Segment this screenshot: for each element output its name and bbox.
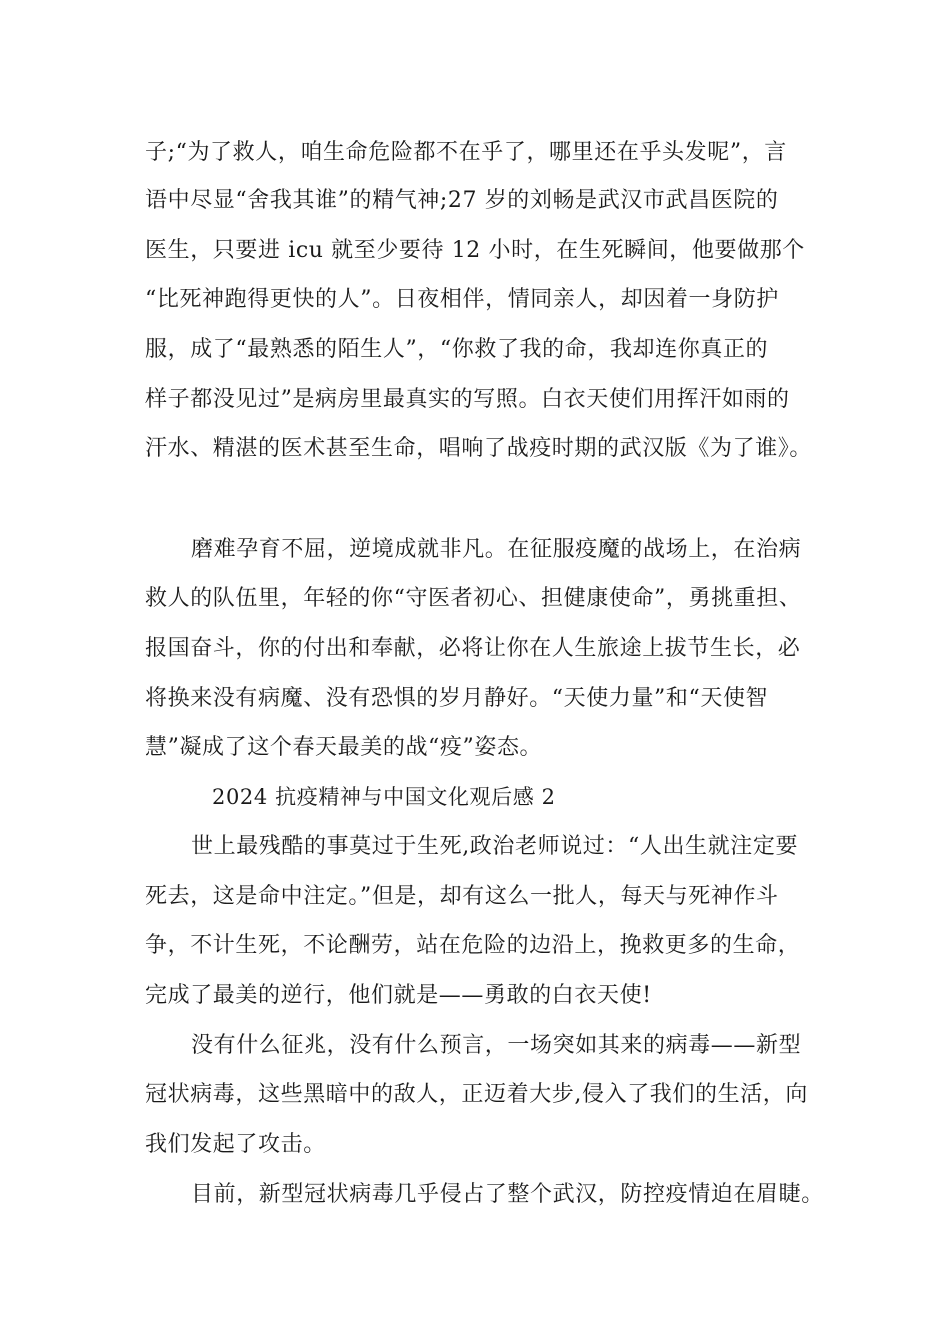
paragraph-line: 服，成了“最熟悉的陌生人”，“你救了我的命，我却连你真正的 — [145, 337, 769, 362]
paragraph-line: 没有什么征兆，没有什么预言，一场突如其来的病毒——新型 — [191, 1033, 802, 1058]
paragraph-line: 慧”凝成了这个春天最美的战“疫”姿态。 — [145, 735, 543, 760]
paragraph-line: 冠状病毒，这些黑暗中的敌人，正迈着大步,侵入了我们的生活，向 — [145, 1082, 808, 1107]
paragraph-line: 救人的队伍里，年轻的你“守医者初心、担健康使命”，勇挑重担、 — [145, 586, 802, 611]
paragraph-line: 报国奋斗，你的付出和奉献，必将让你在人生旅途上拔节生长，必 — [145, 636, 801, 661]
section-heading: 2024 抗疫精神与中国文化观后感 2 — [212, 785, 556, 809]
paragraph-line: 医生，只要进 icu 就至少要待 12 小时，在生死瞬间，他要做那个 — [145, 238, 805, 263]
paragraph-line: 样子都没见过”是病房里最真实的写照。白衣天使们用挥汗如雨的 — [145, 387, 790, 412]
paragraph-line: 汗水、精湛的医术甚至生命，唱响了战疫时期的武汉版《为了谁》。 — [145, 436, 813, 461]
paragraph-line: 世上最残酷的事莫过于生死,政治老师说过：“人出生就注定要 — [191, 834, 799, 859]
paragraph-line: 完成了最美的逆行，他们就是——勇敢的白衣天使! — [145, 983, 652, 1008]
paragraph-line: 我们发起了攻击。 — [145, 1132, 326, 1157]
paragraph-line: 语中尽显“舍我其谁”的精气神;27 岁的刘畅是武汉市武昌医院的 — [145, 188, 779, 213]
paragraph-line: 磨难孕育不屈，逆境成就非凡。在征服疫魔的战场上，在治病 — [191, 537, 802, 562]
paragraph-line: 子;“为了救人，咱生命危险都不在乎了，哪里还在乎头发呢”，言 — [145, 140, 787, 165]
paragraph-line: 目前，新型冠状病毒几乎侵占了整个武汉，防控疫情迫在眉睫。 — [191, 1182, 824, 1207]
paragraph-line: 争，不计生死，不论酬劳，站在危险的边沿上，挽救更多的生命， — [145, 933, 801, 958]
paragraph-line: 将换来没有病魔、没有恐惧的岁月静好。“天使力量”和“天使智 — [145, 686, 769, 711]
paragraph-line: 死去，这是命中注定。”但是，却有这么一批人，每天与死神作斗 — [145, 884, 779, 909]
paragraph-line: “比死神跑得更快的人”。日夜相伴，情同亲人，却因着一身防护 — [145, 287, 779, 312]
